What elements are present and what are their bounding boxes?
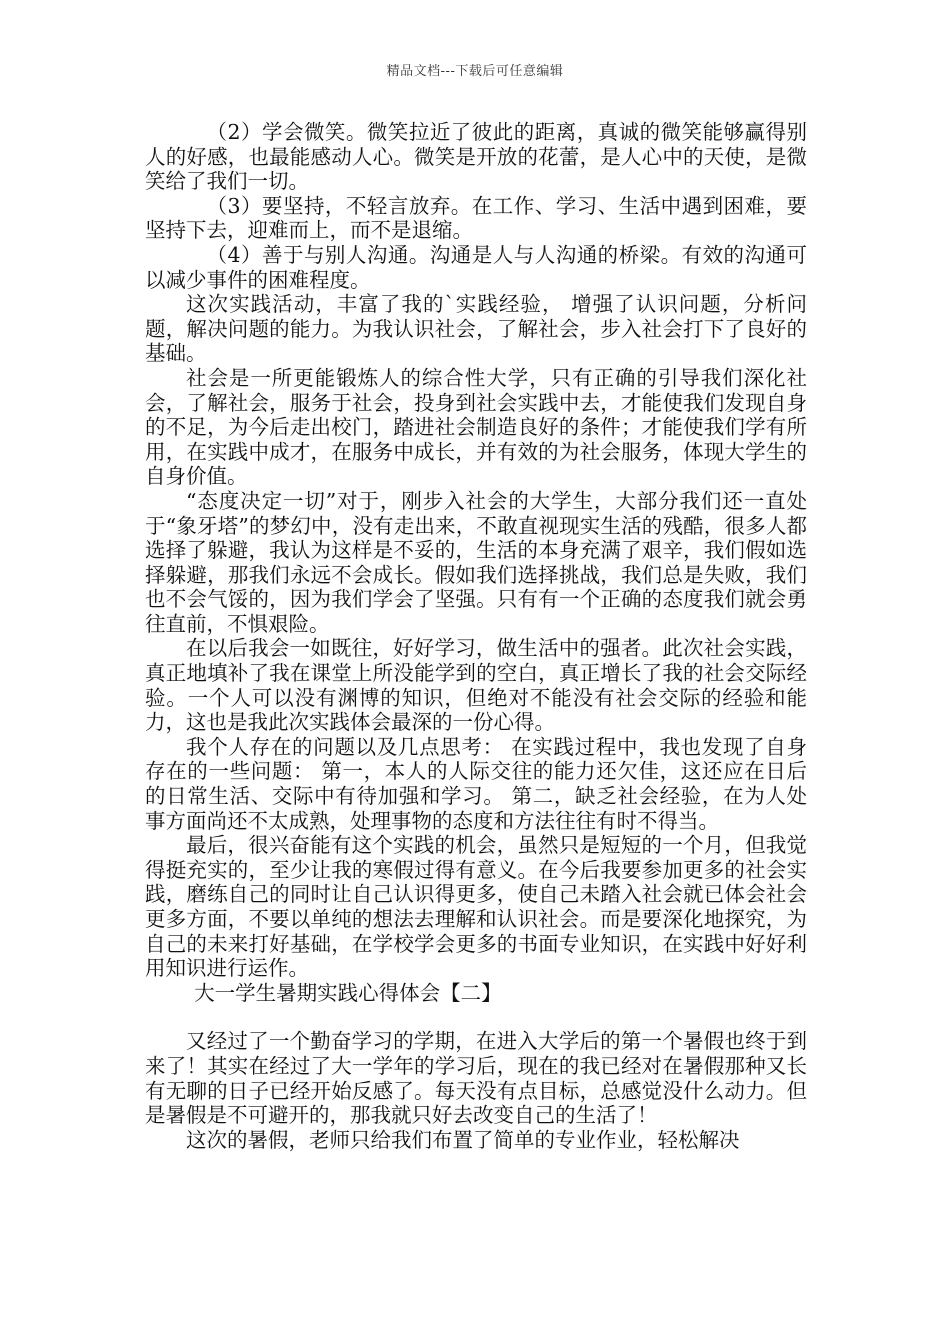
paragraph-summer-intro: 又经过了一个勤奋学习的学期，在进入大学后的第一个暑假也终于到来了！其实在经过了大一学年的学习后，现在的我已经对在暑假那种又长有无聊的日子已经开始反感了。每天没有点目标，总感觉没什么动力。但是暑假是不可避开的，那我就只好去改变自己的生活了！ [145,1029,807,1128]
paragraph-communicate: （4）善于与别人沟通。沟通是人与人沟通的桥梁。有效的沟通可以减少事件的困难程度。 [145,242,807,292]
paragraph-practice-activity: 这次实践活动，丰富了我的`实践经验， 增强了认识问题，分析问题，解决问题的能力。为我认识社会，了解社会，步入社会打下了良好的基础。 [145,292,807,366]
paragraph-smile: （2）学会微笑。微笑拉近了彼此的距离，真诚的微笑能够赢得别人的好感，也最能感动人心。微笑是开放的花蕾，是人心中的天使，是微笑给了我们一切。 [145,120,807,194]
document-body [145,120,807,1152]
paragraph-persist: （3）要坚持，不轻言放弃。在工作、学习、生活中遇到困难，要坚持下去，迎难而上，而不是退缩。 [145,193,807,243]
blank-line [145,1005,807,1029]
page-header: 精品文档---下载后可任意编辑 [386,64,564,79]
section-title: 大一学生暑期实践心得体会【二】 [194,980,502,1005]
paragraph-conclusion: 最后，很兴奋能有这个实践的机会，虽然只是短短的一个月，但我觉得挺充实的，至少让我的寒假过得有意义。在今后我要参加更多的社会实践，磨练自己的同时让自己认识得更多，使自己未踏入社会就已体会社会更多方面，不要以单纯的想法去理解和认识社会。而是要深化地探究，为自己的未来打好基础，在学校学会更多的书面专业知识，在实践中好好利用知识进行运作。 [145,833,807,981]
paragraph-summer-homework: 这次的暑假，老师只给我们布置了简单的专业作业，轻松解决 [186,1127,740,1152]
paragraph-reflection: 我个人存在的问题以及几点思考： 在实践过程中，我也发现了自身存在的一些问题： 第一，本人的人际交往的能力还欠佳，这还应在日后的日常生活、交际中有待加强和学习。 第二，缺乏社会经验，在为人处事方面尚还不太成熟，处理事物的态度和方法往往有时不得当。 [145,734,807,833]
paragraph-future: 在以后我会一如既往，好好学习，做生活中的强者。此次社会实践，真正地填补了我在课堂上所没能学到的空白，真正增长了我的社会交际经验。一个人可以没有渊博的知识，但绝对不能没有社会交际的经验和能力，这也是我此次实践体会最深的一份心得。 [145,636,807,735]
paragraph-attitude: “态度决定一切”对于，刚步入社会的大学生，大部分我们还一直处于“象牙塔”的梦幻中，没有走出来，不敢直视现实生活的残酷，很多人都选择了躲避，我认为这样是不妥的，生活的本身充满了艰辛，我们假如选择躲避，那我们永远不会成长。假如我们选择挑战，我们总是失败，我们也不会气馁的，因为我们学会了坚强。只有有一个正确的态度我们就会勇往直前，不惧艰险。 [145,488,807,636]
paragraph-society-university: 社会是一所更能锻炼人的综合性大学，只有正确的引导我们深化社会，了解社会，服务于社会，投身到社会实践中去，才能使我们发现自身的不足，为今后走出校门，踏进社会制造良好的条件；才能使我们学有所用，在实践中成才，在服务中成长，并有效的为社会服务，体现大学生的自身价值。 [145,365,807,489]
